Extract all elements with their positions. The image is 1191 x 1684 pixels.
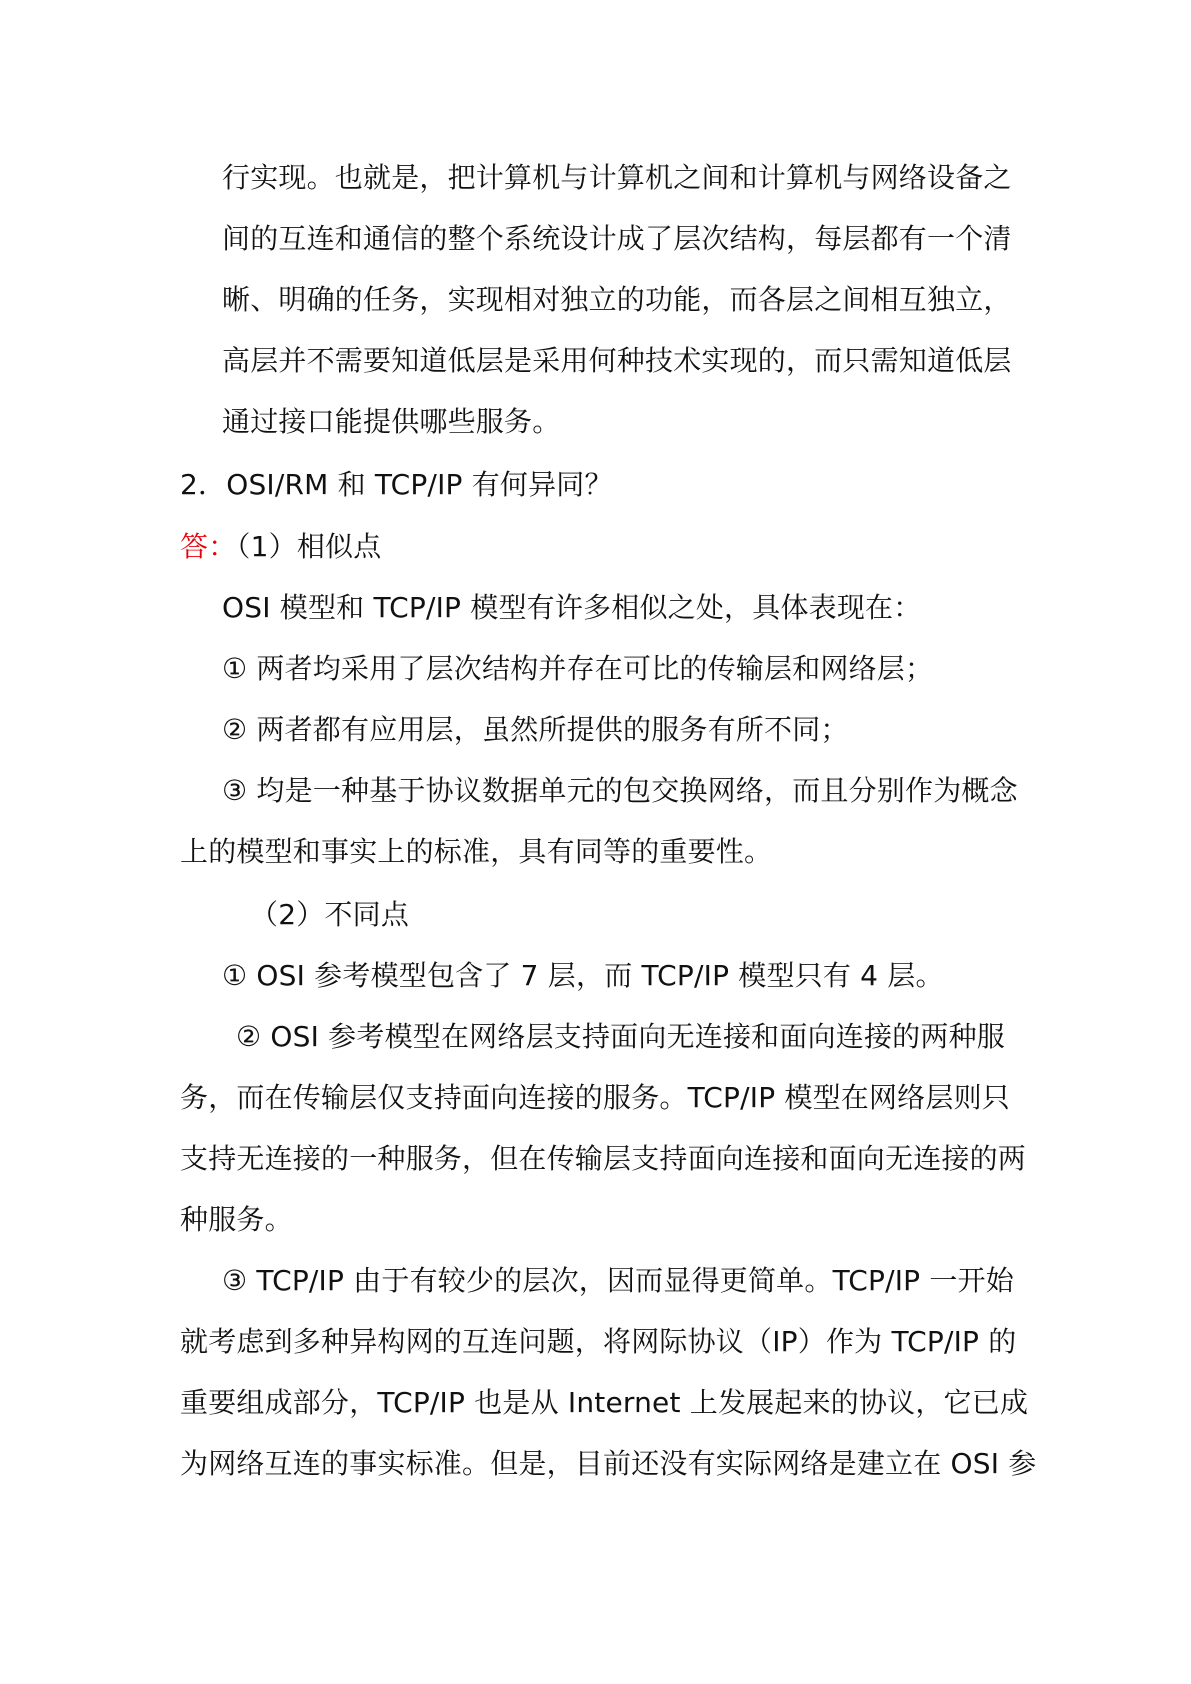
list-item: ② OSI 参考模型在网络层支持面向无连接和面向连接的两种服 bbox=[236, 1020, 1005, 1053]
paragraph-line: 支持无连接的一种服务，但在传输层支持面向连接和面向无连接的两 bbox=[180, 1142, 1027, 1175]
list-item: ③ TCP/IP 由于有较少的层次，因而显得更简单。TCP/IP 一开始 bbox=[222, 1264, 1014, 1297]
section-title-differences: （2）不同点 bbox=[250, 898, 410, 931]
list-item: ② 两者都有应用层，虽然所提供的服务有所不同； bbox=[222, 713, 849, 746]
list-item: ① OSI 参考模型包含了 7 层，而 TCP/IP 模型只有 4 层。 bbox=[222, 959, 944, 992]
section-title-similarities: （1）相似点 bbox=[236, 530, 382, 563]
paragraph-line: 晰、明确的任务，实现相对独立的功能，而各层之间相互独立， bbox=[222, 283, 1012, 316]
list-item: ① 两者均采用了层次结构并存在可比的传输层和网络层； bbox=[222, 652, 934, 685]
question-heading: 2．OSI/RM 和 TCP/IP 有何异同？ bbox=[180, 468, 613, 501]
list-item: ③ 均是一种基于协议数据单元的包交换网络，而且分别作为概念 bbox=[222, 774, 1018, 807]
paragraph-line: 行实现。也就是，把计算机与计算机之间和计算机与网络设备之 bbox=[222, 161, 1012, 194]
paragraph-line: 种服务。 bbox=[180, 1203, 293, 1236]
paragraph-line: 通过接口能提供哪些服务。 bbox=[222, 405, 561, 438]
answer-label: 答： bbox=[180, 530, 237, 563]
paragraph-line: 就考虑到多种异构网的互连问题，将网际协议（IP）作为 TCP/IP 的 bbox=[180, 1325, 1017, 1358]
paragraph-line: 上的模型和事实上的标准，具有同等的重要性。 bbox=[180, 835, 773, 868]
paragraph-line: OSI 模型和 TCP/IP 模型有许多相似之处，具体表现在： bbox=[222, 591, 922, 624]
paragraph-line: 务，而在传输层仅支持面向连接的服务。TCP/IP 模型在网络层则只 bbox=[180, 1081, 1010, 1114]
paragraph-line: 为网络互连的事实标准。但是，目前还没有实际网络是建立在 OSI 参 bbox=[180, 1447, 1037, 1480]
paragraph-line: 重要组成部分，TCP/IP 也是从 Internet 上发展起来的协议，它已成 bbox=[180, 1386, 1029, 1419]
paragraph-line: 高层并不需要知道低层是采用何种技术实现的，而只需知道低层 bbox=[222, 344, 1012, 377]
answer-line bbox=[180, 529, 381, 565]
paragraph-line: 间的互连和通信的整个系统设计成了层次结构，每层都有一个清 bbox=[222, 222, 1012, 255]
